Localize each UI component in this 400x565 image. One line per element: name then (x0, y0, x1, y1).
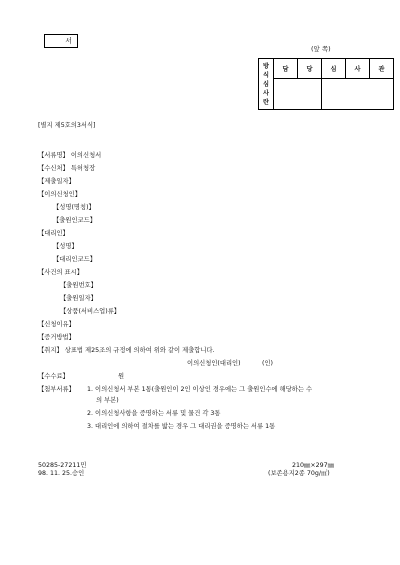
footer-left (38, 462, 86, 478)
stamp-cell-5: 관 (370, 59, 394, 79)
footer-code: 50285-27211민 (38, 462, 87, 469)
stamp-header: 방 식 심 사 란 (259, 59, 274, 110)
field-signer: 이의신청인(대리인) (187, 360, 241, 367)
field-case: 【사건의 표시】 (38, 269, 84, 276)
field-recipient: 【수신처】 특허청장 (38, 165, 96, 172)
attach-item-2: 2. 이의신청사항을 증명하는 서류 및 물건 각 3통 (87, 410, 221, 417)
field-agent: 【대리인】 (38, 230, 69, 237)
stamp-sign-area-1 (274, 79, 322, 110)
corner-mark-box (44, 34, 78, 48)
field-objector: 【이의신청인】 (38, 191, 82, 198)
front-page-label: (앞 쪽) (311, 45, 331, 53)
footer-approved: 98. 11. 25.승인 (38, 470, 85, 477)
field-agent-code: 【대리인코드】 (53, 256, 97, 263)
field-purpose: 【취지】 상표법 제25조의 규정에 의하여 위와 같이 제출합니다. (38, 347, 215, 354)
field-case-goods: 【상품(서비스업)류】 (60, 308, 121, 315)
field-case-app-no: 【출원번호】 (60, 282, 97, 289)
field-seal: (인) (262, 360, 273, 367)
field-doc-name: 【서류명】 이의신청서 (38, 152, 102, 159)
footer-size: 210㎜×297㎜ (292, 462, 334, 469)
field-attach-label: 【첨부서류】 (38, 386, 75, 393)
corner-mark: 서 (65, 37, 72, 45)
field-objector-name: 【성명(명칭)】 (53, 204, 95, 211)
stamp-cell-2: 당 (298, 59, 322, 79)
field-submit-date: 【제출일자】 (38, 178, 75, 185)
attach-item-1-cont: 의 부본) (96, 397, 119, 404)
field-objector-code: 【출원인코드】 (53, 217, 97, 224)
stamp-cell-4: 사 (346, 59, 370, 79)
stamp-sign-area-2 (322, 79, 394, 110)
footer-paper: (보존용지2종 70g/㎡) (268, 470, 330, 477)
field-fee: 【수수료】 (38, 373, 69, 380)
attach-item-3: 3. 대리인에 의하여 절차를 밟는 경우 그 대리권을 증명하는 서류 1통 (87, 423, 276, 430)
examination-stamp-box (258, 58, 394, 110)
field-evidence: 【증거방법】 (38, 334, 75, 341)
stamp-cell-1: 담 (274, 59, 298, 79)
field-agent-name: 【성명】 (53, 243, 78, 250)
field-fee-unit: 원 (118, 373, 125, 380)
form-number: [별지 제5호의3서식] (38, 122, 96, 129)
attach-item-1: 1. 이의신청서 부본 1통(출원인이 2인 이상인 경우에는 그 출원인수에 해당하는 수 (87, 386, 313, 393)
field-reason: 【신청이유】 (38, 321, 75, 328)
stamp-cell-3: 심 (322, 59, 346, 79)
footer-right (268, 462, 334, 478)
field-case-app-date: 【출원일자】 (60, 295, 97, 302)
